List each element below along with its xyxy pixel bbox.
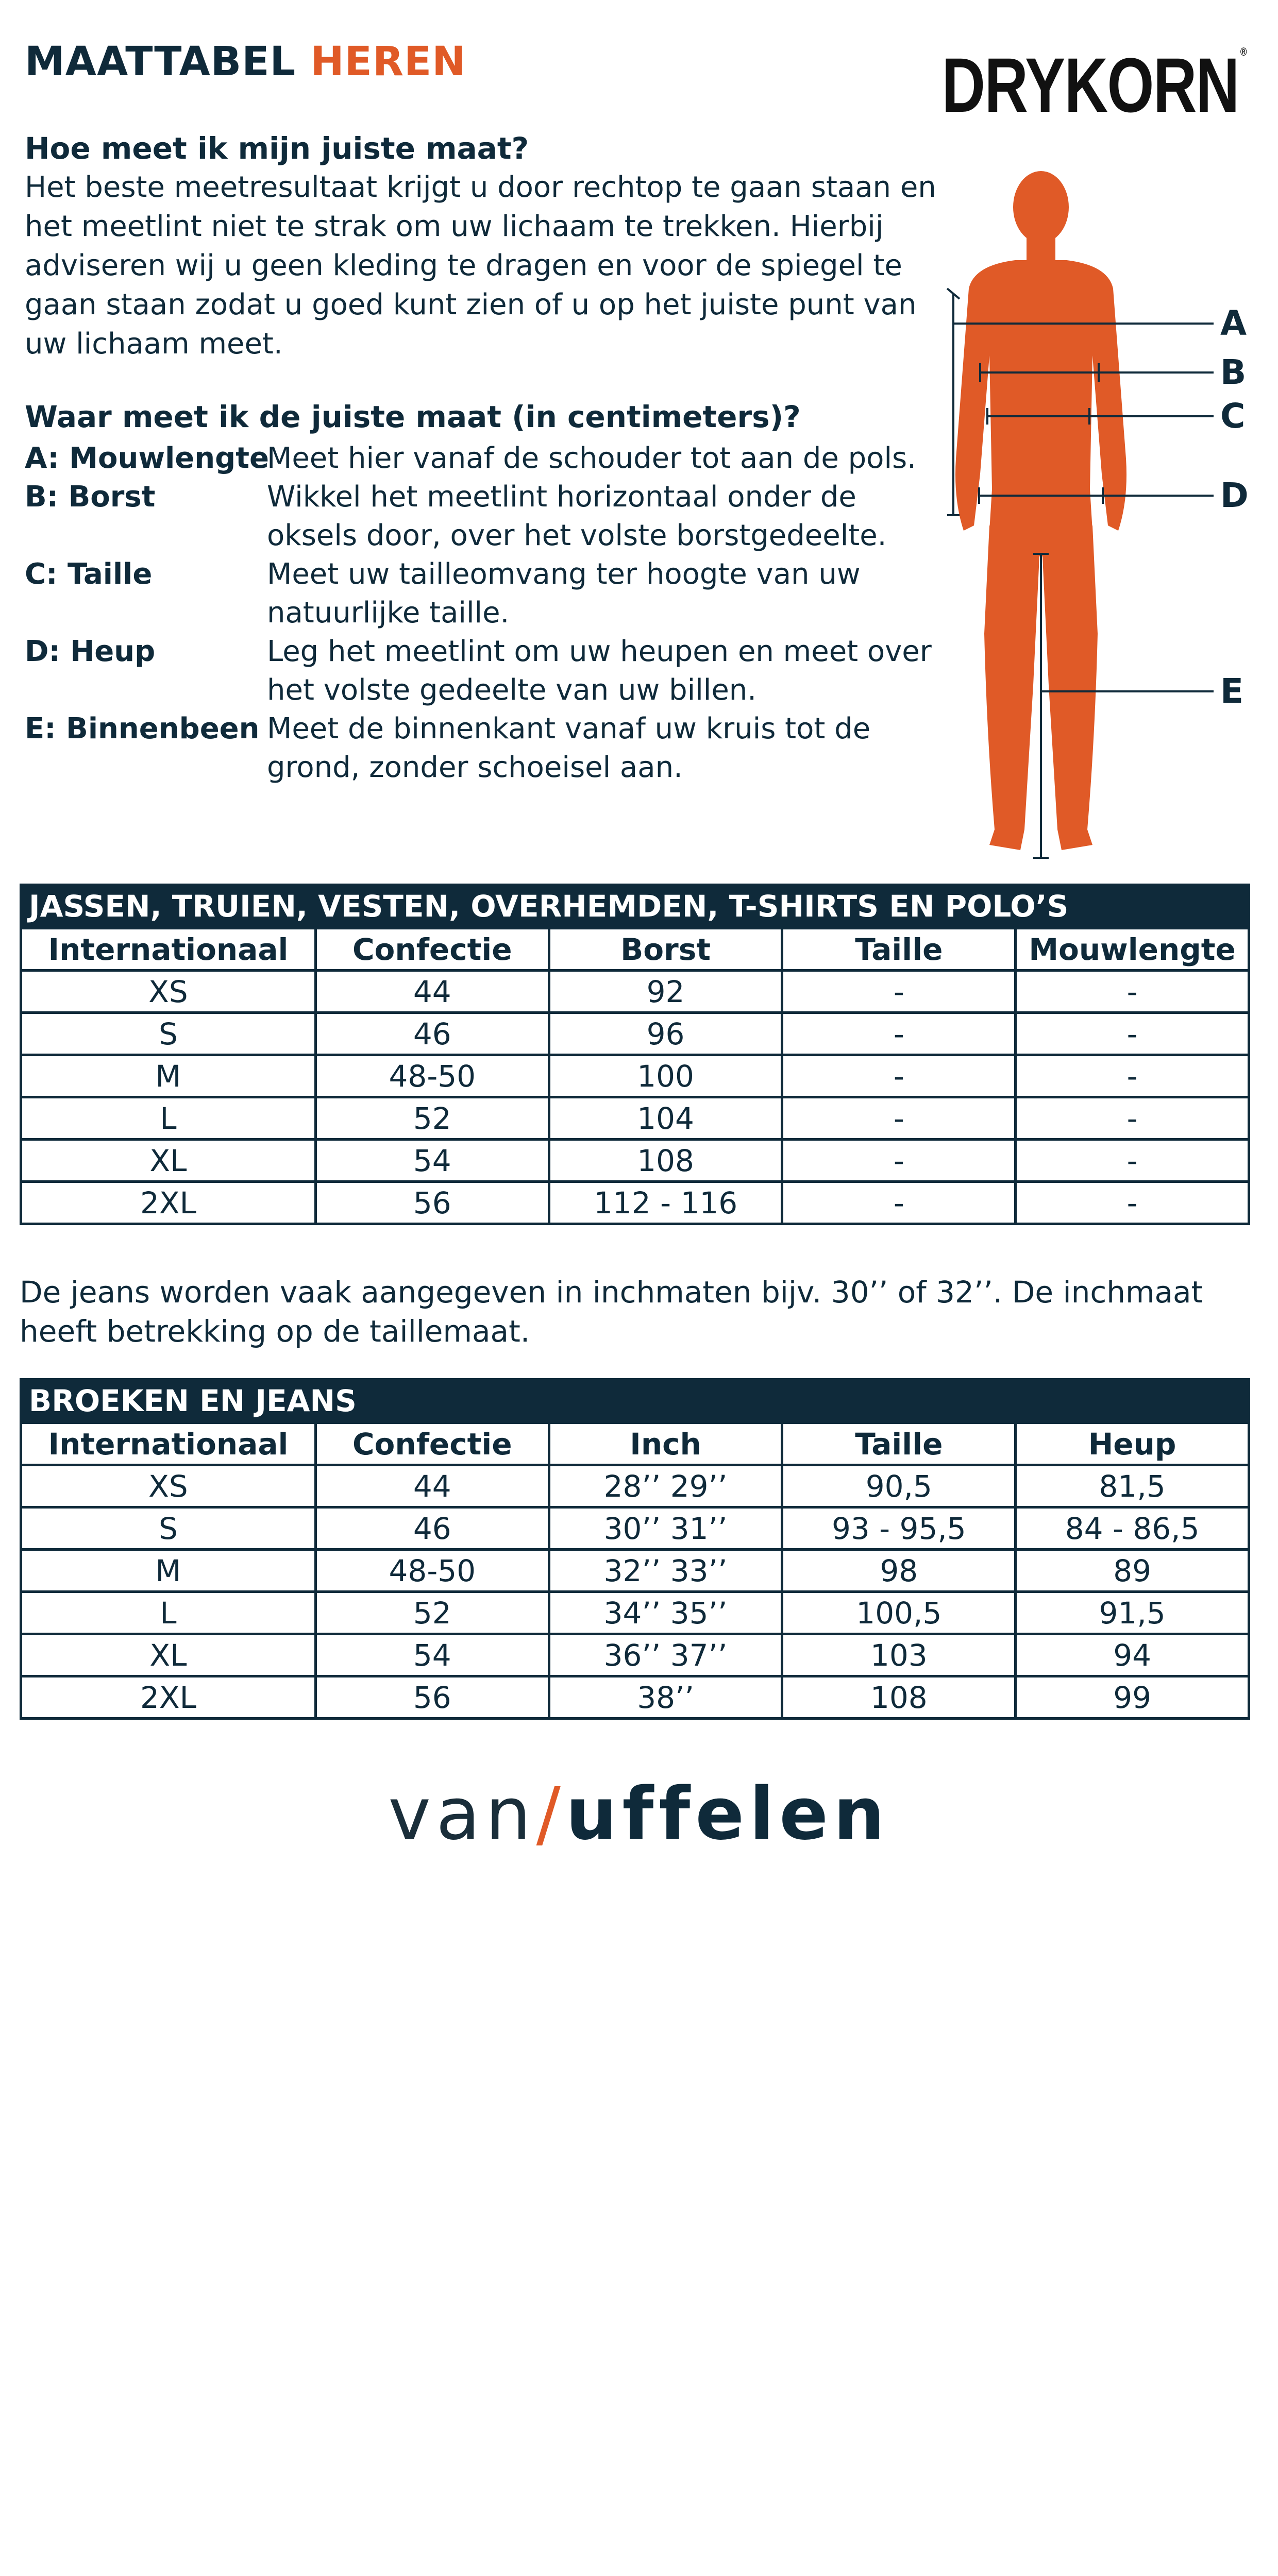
table-cell: 36’’ 37’’ <box>549 1634 782 1676</box>
label-e: E <box>1220 671 1244 711</box>
label-a: A <box>1220 303 1247 343</box>
jeans-note: De jeans worden vaak aangegeven in inchmaten bijv. 30’’ of 32’’. De inchmaat heeft betrekking op de taillemaat. <box>20 1275 1203 1349</box>
table-cell: 48-50 <box>315 1550 549 1592</box>
measure-key: D: Heup <box>25 635 156 668</box>
page-title <box>25 39 466 85</box>
table-row <box>21 971 1249 1013</box>
logo-slash: / <box>536 1772 566 1856</box>
column-header: Mouwlengte <box>1016 928 1249 971</box>
column-header: Confectie <box>315 928 549 971</box>
table-cell: M <box>21 1550 316 1592</box>
column-header: Internationaal <box>21 1423 316 1465</box>
table-cell: XS <box>21 971 316 1013</box>
column-header: Inch <box>549 1423 782 1465</box>
title-accent: HEREN <box>310 39 466 85</box>
measure-text: Meet de binnenkant vanaf uw kruis tot de grond, zonder schoeisel aan. <box>267 712 871 784</box>
table-cell: 56 <box>315 1676 549 1719</box>
table-cell: - <box>1016 1097 1249 1140</box>
measure-key: B: Borst <box>25 480 156 514</box>
logo-left: van <box>388 1772 536 1856</box>
table-cell: - <box>1016 1055 1249 1097</box>
table-cell: 44 <box>315 1465 549 1507</box>
table-title: BROEKEN EN JEANS <box>20 1378 1250 1421</box>
measure-item-a <box>25 439 952 478</box>
measure-text: Meet uw tailleomvang ter hoogte van uw natuurlijke taille. <box>267 557 861 630</box>
table-row <box>21 1097 1249 1140</box>
column-header: Taille <box>782 928 1016 971</box>
table-cell: 108 <box>549 1140 782 1182</box>
table-cell: 46 <box>315 1507 549 1550</box>
table-row <box>21 1634 1249 1676</box>
table-cell: 103 <box>782 1634 1016 1676</box>
table-row <box>21 1182 1249 1224</box>
measure-item-c <box>25 555 952 632</box>
table-cell: 90,5 <box>782 1465 1016 1507</box>
measure-list <box>25 439 952 787</box>
table-cell: - <box>1016 1013 1249 1055</box>
table-cell: 91,5 <box>1016 1592 1249 1634</box>
measure-key: E: Binnenbeen <box>25 712 260 745</box>
table-title: JASSEN, TRUIEN, VESTEN, OVERHEMDEN, T-SHIRTS EN POLO’S <box>20 884 1250 927</box>
table-cell: 28’’ 29’’ <box>549 1465 782 1507</box>
table-cell: - <box>782 1097 1016 1140</box>
table-row <box>21 1507 1249 1550</box>
measure-heading: Waar meet ik de juiste maat (in centimeters)? <box>25 399 801 434</box>
measure-item-e <box>25 709 952 787</box>
table-cell: 38’’ <box>549 1676 782 1719</box>
table-row <box>21 1465 1249 1507</box>
table-cell: 52 <box>315 1592 549 1634</box>
table-cell: - <box>1016 1182 1249 1224</box>
table-cell: - <box>782 1013 1016 1055</box>
table-cell: - <box>782 1140 1016 1182</box>
label-b: B <box>1220 352 1247 392</box>
table-cell: 108 <box>782 1676 1016 1719</box>
table-cell: L <box>21 1592 316 1634</box>
table-cell: XL <box>21 1634 316 1676</box>
table-row <box>21 1140 1249 1182</box>
table-row <box>21 1550 1249 1592</box>
measure-text: Meet hier vanaf de schouder tot aan de pols. <box>267 442 916 475</box>
table-cell: - <box>1016 971 1249 1013</box>
table-cell: 100 <box>549 1055 782 1097</box>
table-cell: M <box>21 1055 316 1097</box>
column-header: Borst <box>549 928 782 971</box>
table-cell: 54 <box>315 1140 549 1182</box>
measure-text: Wikkel het meetlint horizontaal onder de oksels door, over het volste borstgedeelte. <box>267 480 887 552</box>
table-cell: - <box>782 1055 1016 1097</box>
table-cell: 32’’ 33’’ <box>549 1550 782 1592</box>
brand-logo <box>941 42 1246 128</box>
table-row <box>21 1676 1249 1719</box>
table-cell: 81,5 <box>1016 1465 1249 1507</box>
table-cell: 56 <box>315 1182 549 1224</box>
table-tops <box>20 884 1250 1225</box>
title-main: MAATTABEL <box>25 39 296 85</box>
measure-key: C: Taille <box>25 557 153 591</box>
column-header: Taille <box>782 1423 1016 1465</box>
table-cell: S <box>21 1507 316 1550</box>
table-cell: 48-50 <box>315 1055 549 1097</box>
table-cell: 100,5 <box>782 1592 1016 1634</box>
table-cell: 93 - 95,5 <box>782 1507 1016 1550</box>
table-cell: 96 <box>549 1013 782 1055</box>
table-cell: XL <box>21 1140 316 1182</box>
table-cell: 2XL <box>21 1676 316 1719</box>
label-c: C <box>1220 396 1246 436</box>
table-cell: 46 <box>315 1013 549 1055</box>
size-table <box>20 1421 1250 1720</box>
table-cell: 98 <box>782 1550 1016 1592</box>
table-cell: - <box>1016 1140 1249 1182</box>
store-logo <box>0 1772 1278 1856</box>
table-cell: 44 <box>315 971 549 1013</box>
table-cell: 34’’ 35’’ <box>549 1592 782 1634</box>
table-row <box>21 1013 1249 1055</box>
size-table <box>20 927 1250 1225</box>
body-measurement-figure <box>938 170 1278 876</box>
table-cell: XS <box>21 1465 316 1507</box>
column-header: Internationaal <box>21 928 316 971</box>
label-d: D <box>1220 476 1249 515</box>
table-cell: 84 - 86,5 <box>1016 1507 1249 1550</box>
measure-item-b <box>25 478 952 555</box>
intro-heading: Hoe meet ik mijn juiste maat? <box>25 131 529 166</box>
logo-right: uffelen <box>565 1772 890 1856</box>
table-cell: 2XL <box>21 1182 316 1224</box>
table-header-row <box>21 928 1249 971</box>
table-cell: 92 <box>549 971 782 1013</box>
table-cell: 94 <box>1016 1634 1249 1676</box>
brand-registered-mark: ® <box>1240 45 1246 58</box>
table-cell: 99 <box>1016 1676 1249 1719</box>
measure-text: Leg het meetlint om uw heupen en meet over het volste gedeelte van uw billen. <box>267 635 932 707</box>
column-header: Confectie <box>315 1423 549 1465</box>
table-cell: S <box>21 1013 316 1055</box>
table-cell: 104 <box>549 1097 782 1140</box>
intro-section <box>25 129 942 364</box>
table-header-row <box>21 1423 1249 1465</box>
measure-item-d <box>25 632 952 709</box>
table-row <box>21 1592 1249 1634</box>
table-row <box>21 1055 1249 1097</box>
table-cell: - <box>782 971 1016 1013</box>
table-cell: 52 <box>315 1097 549 1140</box>
intro-text: Het beste meetresultaat krijgt u door rechtop te gaan staan en het meetlint niet te strak om uw lichaam te trekken. Hierbij adviseren wij u geen kleding te dragen en voor de spiegel te gaan staan zodat u goed kunt zien of u op het juiste punt van uw lichaam meet. <box>25 171 936 361</box>
table-cell: 54 <box>315 1634 549 1676</box>
table-cell: 112 - 116 <box>549 1182 782 1224</box>
table-cell: 89 <box>1016 1550 1249 1592</box>
measure-key: A: Mouwlengte <box>25 442 269 475</box>
table-trousers <box>20 1378 1250 1720</box>
table-cell: L <box>21 1097 316 1140</box>
column-header: Heup <box>1016 1423 1249 1465</box>
brand-name: DRYKORN <box>941 42 1239 128</box>
table-cell: 30’’ 31’’ <box>549 1507 782 1550</box>
table-cell: - <box>782 1182 1016 1224</box>
